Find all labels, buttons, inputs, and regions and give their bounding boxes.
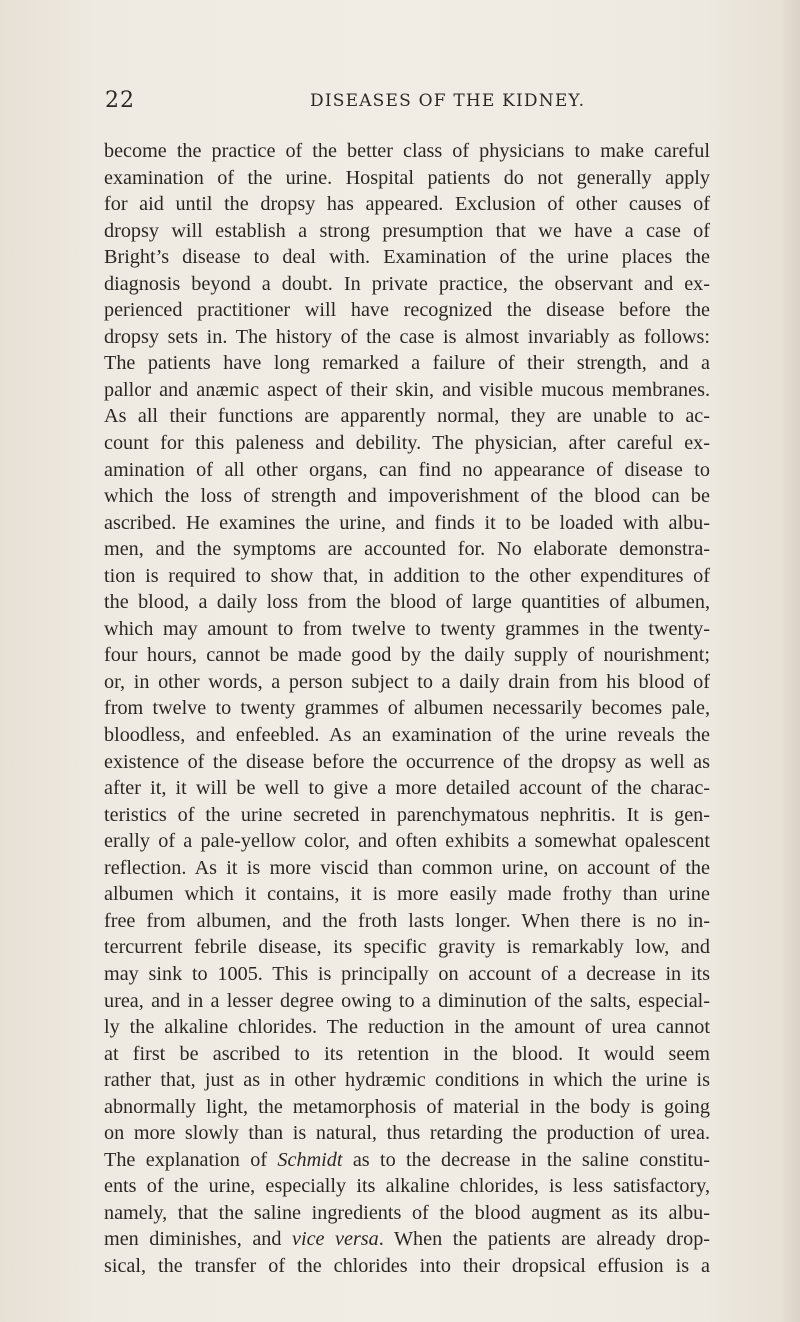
text-line: The patients have long remarked a failure of their strength, and a <box>104 352 710 375</box>
page-edge-shadow <box>782 0 800 1322</box>
text-line: examination of the urine. Hospital patients do not generally apply <box>104 166 710 189</box>
body-paragraph <box>104 138 710 1280</box>
text-line: urea, and in a lesser degree owing to a diminution of the salts, especial- <box>104 989 710 1012</box>
text-line: or, in other words, a person subject to a daily drain from his blood of <box>104 670 710 693</box>
text-line: existence of the disease before the occurrence of the dropsy as well as <box>104 750 710 773</box>
text-line: tion is required to show that, in addition to the other expenditures of <box>104 564 710 587</box>
page-header <box>0 88 800 118</box>
text-line: rather that, just as in other hydræmic conditions in which the urine is <box>104 1069 710 1092</box>
text-line: sical, the transfer of the chlorides into their dropsical effusion is a <box>104 1254 710 1277</box>
text-line <box>104 1147 710 1174</box>
text-line: namely, that the saline ingredients of the blood augment as its albu- <box>104 1201 710 1224</box>
text-line: the blood, a daily loss from the blood of large quantities of albumen, <box>104 591 710 614</box>
text-line: reflection. As it is more viscid than common urine, on account of the <box>104 856 710 879</box>
text-line: abnormally light, the metamorphosis of material in the body is going <box>104 1095 710 1118</box>
text-line <box>104 1226 710 1253</box>
italic-name: vice versa <box>292 1228 379 1251</box>
running-head: DISEASES OF THE KIDNEY. <box>310 91 586 111</box>
text-line: albumen which it contains, it is more easily made frothy than urine <box>104 883 710 906</box>
text-line: teristics of the urine secreted in parenchymatous nephritis. It is gen- <box>104 803 710 826</box>
italic-name: Schmidt <box>277 1148 343 1171</box>
text-segment: as to the decrease in the saline constitu- <box>342 1148 710 1171</box>
text-line: which the loss of strength and impoverishment of the blood can be <box>104 485 710 508</box>
text-line: for aid until the dropsy has appeared. Exclusion of other causes of <box>104 193 710 216</box>
text-segment: The explanation of <box>104 1148 278 1171</box>
text-line: diagnosis beyond a doubt. In private practice, the observant and ex- <box>104 272 710 295</box>
text-line: perienced practitioner will have recognized the disease before the <box>104 299 710 322</box>
text-line: tercurrent febrile disease, its specific gravity is remarkably low, and <box>104 936 710 959</box>
text-line: dropsy sets in. The history of the case is almost invariably as follows: <box>104 325 710 348</box>
text-line: ly the alkaline chlorides. The reduction in the amount of urea cannot <box>104 1016 710 1039</box>
text-line: Bright’s disease to deal with. Examination of the urine places the <box>104 246 710 269</box>
text-line: become the practice of the better class of physicians to make careful <box>104 140 710 162</box>
text-line: at first be ascribed to its retention in the blood. It would seem <box>104 1042 710 1065</box>
text-line: from twelve to twenty grammes of albumen necessarily becomes pale, <box>104 697 710 720</box>
text-line: bloodless, and enfeebled. As an examination of the urine reveals the <box>104 724 710 747</box>
text-line: dropsy will establish a strong presumption that we have a case of <box>104 219 710 242</box>
text-line: four hours, cannot be made good by the daily supply of nourishment; <box>104 644 710 667</box>
text-line: erally of a pale-yellow color, and often exhibits a somewhat opalescent <box>104 830 710 853</box>
text-line: free from albumen, and the froth lasts longer. When there is no in- <box>104 909 710 932</box>
text-line: ents of the urine, especially its alkaline chlorides, is less satisfactory, <box>104 1175 710 1198</box>
text-segment: . When the patients are already drop- <box>378 1228 711 1251</box>
text-line: count for this paleness and debility. The physician, after careful ex- <box>104 432 710 455</box>
text-line: amination of all other organs, can find no appearance of disease to <box>104 458 710 481</box>
text-line: after it, it will be well to give a more detailed account of the charac- <box>104 777 710 800</box>
text-line: pallor and anæmic aspect of their skin, and visible mucous membranes. <box>104 378 710 401</box>
text-line: As all their functions are apparently normal, they are unable to ac- <box>104 405 710 428</box>
text-segment: men diminishes, and <box>104 1228 293 1251</box>
text-line: may sink to 1005. This is principally on account of a decrease in its <box>104 962 710 985</box>
page-number: 22 <box>105 88 135 113</box>
text-line: ascribed. He examines the urine, and finds it to be loaded with albu- <box>104 511 710 534</box>
text-line: on more slowly than is natural, thus retarding the production of urea. <box>104 1122 710 1145</box>
text-line: men, and the symptoms are accounted for. No elaborate demonstra- <box>104 538 710 561</box>
text-line: which may amount to from twelve to twenty grammes in the twenty- <box>104 617 710 640</box>
